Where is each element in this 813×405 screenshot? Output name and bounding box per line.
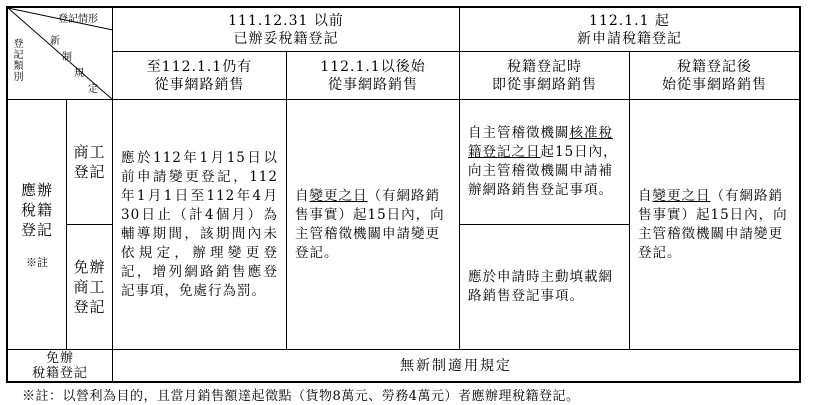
col3-top-text bbox=[468, 124, 621, 200]
col1-text: 應於112年1月15日以前申請變更登記，112年1月1日至112年4月30日止（計4個月）為輔導期間，該期間內未依規定，辦理變更登記，增列網路銷售應登記事項，免處行為罰。 bbox=[121, 149, 278, 299]
row-label-business-exempt bbox=[67, 225, 113, 350]
header-col-ongoing-online-sales: 至112.1.1仍有 從事網路銷售 bbox=[113, 52, 287, 100]
cell-col2-rule bbox=[287, 100, 460, 350]
corner-mid-label-4: 定 bbox=[88, 84, 98, 95]
col2-text bbox=[295, 187, 451, 263]
corner-header bbox=[8, 8, 113, 100]
col2-text-pre: 自 bbox=[295, 187, 310, 204]
corner-left-label: 登記類別 bbox=[11, 38, 22, 82]
col4-text-underlined: 變更之日 bbox=[652, 187, 711, 204]
header-group-new-registration: 112.1.1 起 新申請稅籍登記 bbox=[460, 8, 799, 52]
header-col-online-sales-after-registration: 稅籍登記後 始從事網路銷售 bbox=[630, 52, 799, 100]
corner-mid-label-1: 新 bbox=[50, 36, 60, 47]
footnote: ※註：以營利為目的，且當月銷售額達起徵點（貨物8萬元、勞務4萬元）者應辦理稅籍登記。 bbox=[22, 389, 580, 404]
business-registered-label: 商工 登記 bbox=[73, 143, 106, 181]
cell-col3-business-exempt bbox=[460, 225, 630, 350]
corner-mid-label-2: 制 bbox=[62, 52, 72, 63]
col3-top-text-post: 起15日內，向主管稽徵機關申請補辦網路銷售登記事項。 bbox=[468, 144, 618, 198]
col3-top-text-underlined: 核准稅籍登記之日 bbox=[468, 125, 613, 160]
must-register-label: 應辦 稅籍 登記 bbox=[20, 180, 53, 239]
col4-text-post: （有網路銷售事實）起15日內，向主管稽徵機關申請變更登記。 bbox=[638, 187, 788, 261]
cell-col4-rule bbox=[630, 100, 799, 350]
col3-top-text-pre: 自主管稽徵機關 bbox=[468, 125, 570, 141]
business-exempt-label: 免辦 商工 登記 bbox=[73, 258, 106, 316]
header-group-registered-before: 111.12.31 以前 已辦妥稅籍登記 bbox=[113, 8, 460, 52]
col2-text-underlined: 變更之日 bbox=[309, 187, 368, 204]
row-label-exempt-register bbox=[8, 350, 113, 381]
registration-rules-table bbox=[6, 6, 801, 383]
cell-exempt-no-rule: 無新制適用規定 bbox=[400, 357, 512, 374]
note-mark: ※註 bbox=[26, 255, 48, 269]
corner-top-label: 登記情形 bbox=[58, 14, 98, 25]
col4-text bbox=[638, 187, 791, 263]
corner-mid-label-3: 規 bbox=[74, 68, 84, 79]
col2-text-post: （有網路銷售事實）起15日內，向主管稽徵機關申請變更登記。 bbox=[295, 187, 445, 261]
row-label-business-registered bbox=[67, 100, 113, 225]
row-label-must-register bbox=[8, 100, 67, 350]
cell-col1-rule bbox=[113, 100, 287, 350]
cell-col3-business-registered bbox=[460, 100, 630, 225]
header-col-start-online-sales-after: 112.1.1以後始 從事網路銷售 bbox=[287, 52, 460, 100]
col3-bottom-text: 應於申請時主動填載網路銷售登記事項。 bbox=[468, 269, 613, 304]
col4-text-pre: 自 bbox=[638, 187, 653, 204]
header-col-online-sales-at-registration: 稅籍登記時 即從事網路銷售 bbox=[460, 52, 630, 100]
exempt-register-label: 免辦 稅籍登記 bbox=[31, 350, 88, 381]
